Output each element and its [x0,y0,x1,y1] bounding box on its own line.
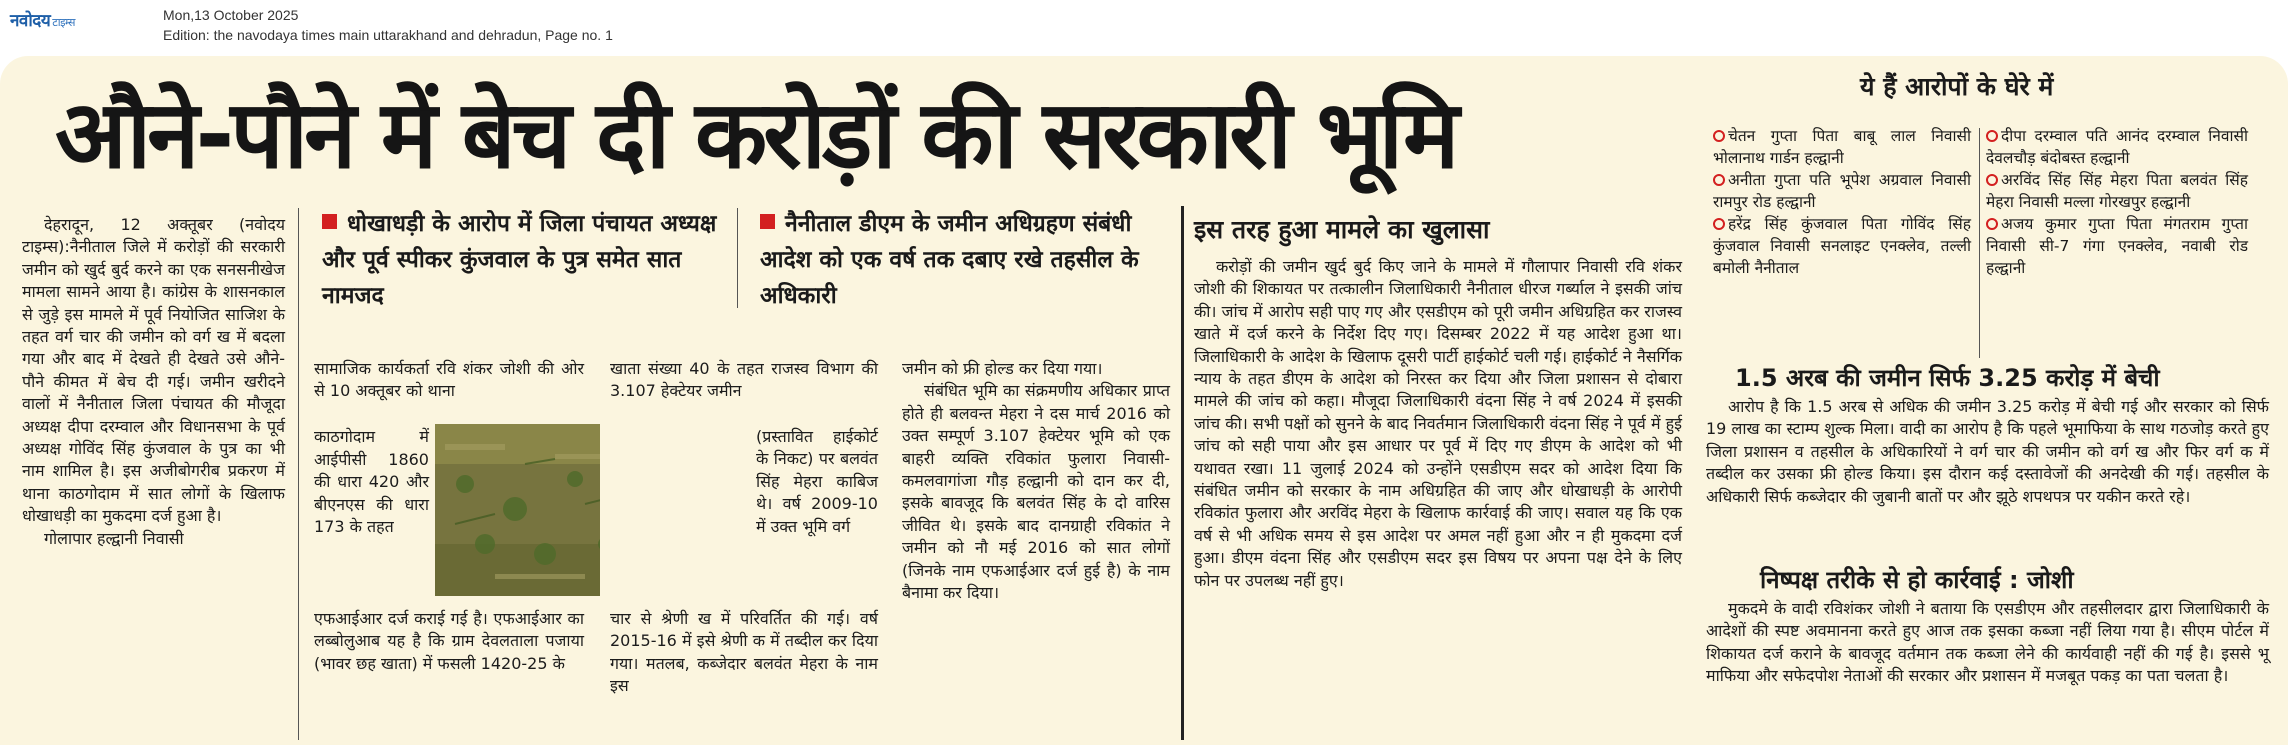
column-2-beside-photo-text: काठगोदाम में आईपीसी 1860 की धारा 420 और बीएनएस की धारा 173 के तहत [314,427,429,537]
logo-small-text: टाइम्स [52,16,75,29]
kicker-accused-text: धोखाधड़ी के आरोप में जिला पंचायत अध्यक्ष और पूर्व स्पीकर कुंजवाल के पुत्र समेत सात नामजद [322,211,717,309]
newspaper-logo [10,8,75,31]
accused-item-text: चेतन गुप्ता पिता बाबू लाल निवासी भोलानाथ गार्डन हल्द्वानी [1713,127,1971,167]
column-2-beside-photo [314,426,429,539]
accused-item [1986,125,2248,169]
column-2-bottom-text: एफआईआर दर्ज कराई गई है। एफआईआर का लब्बोलुआब यह है कि ग्राम देवलताला पजाया (भावर छह खाता) में फसली 1420-25 के [314,609,584,673]
ring-bullet-icon [1713,218,1725,230]
kicker-divider [737,208,738,308]
column-4-para2: संबंधित भूमि का संक्रमणीय अधिकार प्राप्त होते ही बलवन्त मेहरा ने दस मार्च 2016 को उक्त सम्पूर्ण 3.107 हेक्टेयर भूमि को एक बाहरी व्यक्ति रविकांत फुलारा निवासी-कमलवागांजा गौड़ हल्द्वानी को दान कर दी, इसके बावजूद कि बलवंत सिंह के दो वारिस जीवित थे। इसके बाद दानग्राही रविकांत ने जमीन को नौ मई 2016 को सात लोगों (जिनके नाम एफआईआर दर्ज हुई है) के नाम बैनामा कर दिया। [902,381,1170,603]
accused-list-left [1713,125,1971,279]
kicker-order-text: नैनीताल डीएम के जमीन अधिग्रहण संबंधी आदेश को एक वर्ष तक दबाए रखे तहसील के अधिकारी [760,211,1139,309]
column-3-top-text: खाता संख्या 40 के तहत राजस्व विभाग की 3.107 हेक्टेयर जमीन [610,359,878,401]
newspaper-page [0,56,2288,745]
ring-bullet-icon [1713,174,1725,186]
ring-bullet-icon [1986,174,1998,186]
main-headline: औने-पौने में बेच दी करोड़ों की सरकारी भूमि [55,81,1456,190]
sold-body [1706,396,2269,508]
joshi-body-text: मुकदमे के वादी रविशंकर जोशी ने बताया कि एसडीएम और तहसीलदार द्वारा जिलाधिकारी के आदेशों की स्पष्ट अवमानना करते हुए आज तक इसका कब्जा नहीं लिया गया है। सीएम पोर्टल में शिकायत दर्ज कराने के बावजूद वर्तमान तक कब्जा लेने की कार्यवाही नहीं की गई है। इससे भू माफिया और सफेदपोश नेताओं की सरकार और प्रशासन में मजबूत पकड़ का पता चलता है। [1706,599,2269,686]
column-divider [298,208,299,740]
accused-item-text: हरेंद्र सिंह कुंजवाल पिता गोविंद सिंह कुंजवाल निवासी सनलाइट एनक्लेव, तल्ली बमोली नैनीताल [1713,215,1971,277]
land-photo [435,424,600,596]
accused-item [1713,125,1971,169]
left-column-text: देहरादून, 12 अक्तूबर (नवोदय टाइम्स):नैनीताल जिले में करोड़ों की सरकारी जमीन को खुर्द बुर्द करने का एक सनसनीखेज मामला सामने आया है। कांग्रेस के शासनकाल से जुड़े इस मामले में पूर्व नियोजित साजिश के तहत वर्ग चार की जमीन को वर्ग ख में बदला गया और बाद में देखते ही देखते उसे औने-पौने कीमत में बेच दी गई। जमीन खरीदने वालों में नैनीताल जिला पंचायत की मौजूदा अध्यक्ष दीपा दरम्वाल और विधानसभा के पूर्व अध्यक्ष गोविंद सिंह कुंजवाल के पुत्र का भी नाम शामिल है। इस अजीबोगरीब प्रकरण में थाना काठगोदाम में सात लोगों के खिलाफ धोखाधड़ी का मुकदमा दर्ज हुआ है। [22,215,285,526]
accused-heading: ये हैं आरोपों के घेरे में [1860,72,2054,101]
left-column [22,214,285,550]
reveal-heading: इस तरह हुआ मामले का खुलासा [1194,215,1490,244]
accused-item-text: अनीता गुप्ता पति भूपेश अग्रवाल निवासी रामपुर रोड हल्द्वानी [1713,171,1971,211]
accused-item-text: दीपा दरम्वाल पति आनंद दरम्वाल निवासी देवलचौड़ बंदोबस्त हल्द्वानी [1986,127,2248,167]
joshi-heading: निष्पक्ष तरीके से हो कार्रवाई : जोशी [1760,566,2074,594]
masthead [0,0,2288,52]
column-3-top [610,358,878,403]
accused-list-right [1986,125,2248,279]
kicker-accused [322,206,722,314]
column-3-beside-photo [756,426,878,538]
accused-item-text: अजय कुमार गुप्ता पिता मंगतराम गुप्ता निवासी सी-7 गंगा एनक्लेव, नवाबी रोड हल्द्वानी [1986,215,2248,277]
accused-item [1986,169,2248,213]
accused-item [1713,213,1971,279]
column-4 [902,358,1170,604]
column-2-top [314,358,584,403]
reveal-body [1194,256,1682,592]
land-photo-image [435,424,600,596]
edition-info: Edition: the navodaya times main uttarakhand and dehradun, Page no. 1 [163,27,613,43]
bullet-icon [760,214,775,229]
sold-heading: 1.5 अरब की जमीन सिर्फ 3.25 करोड़ में बेची [1735,364,2160,392]
ring-bullet-icon [1986,130,1998,142]
ring-bullet-icon [1986,218,1998,230]
column-2-bottom [314,608,584,675]
logo-text: नवोदय [10,11,51,31]
column-2-top-text: सामाजिक कार्यकर्ता रवि शंकर जोशी की ओर से 10 अक्तूबर को थाना [314,359,584,401]
accused-item [1713,169,1971,213]
column-3-bottom [610,608,878,698]
section-divider [1181,206,1184,740]
kicker-order [760,206,1140,314]
edition-meta [163,5,613,45]
column-3-bottom-text: चार से श्रेणी ख में परिवर्तित की गई। वर्ष 2015-16 में इसे श्रेणी क में तब्दील कर दिया गया। मतलब, कब्जेदार बलवंत मेहरा के नाम इस [610,609,878,696]
reveal-body-text: करोड़ों की जमीन खुर्द बुर्द किए जाने के मामले में गौलापार निवासी रवि शंकर जोशी की शिकायत पर तत्कालीन जिलाधिकारी नैनीताल धीरज गर्ब्याल ने इसकी जांच की। जांच में आरोप सही पाए गए और एसडीएम को पूरी जमीन अधिग्रहित कर राजस्व खाते में दर्ज करने के निर्देश दिए गए। दिसम्बर 2022 में यह आदेश हुआ था। जिलाधिकारी के आदेश के खिलाफ दूसरी पार्टी हाईकोर्ट चली गई। हाईकोर्ट ने नैसर्गिक न्याय के तहत डीएम के आदेश को निरस्त कर दिया और जिला प्रशासन से दोबारा मामले की जांच को कहा। मौजूदा जिलाधिकारी वंदना सिंह ने वर्ष 2024 में इसकी जांच की। सभी पक्षों को सुनने के बाद निवर्तमान जिलाधिकारी वंदना सिंह ने पूर्व में हुई जांच को सही पाया और इस आधार पर पूर्व में दिए गए डीएम के आदेश को भी यथावत रखा। 11 जुलाई 2024 को उन्होंने एसडीएम सदर को आदेश दिया कि संबंधित जमीन को सरकार के नाम अधिग्रहित की जाए और धोखाधड़ी के आरोपी रविकांत फुलारा और अरविंद मेहरा के खिलाफ कार्रवाई की जाए। सवाल यह कि एक वर्ष से भी अधिक समय से इस आदेश पर अमल नहीं हुआ और न ही मुकदमा दर्ज हुआ। डीएम वंदना सिंह और एसडीएम सदर इस विषय पर अपना पक्ष देने के लिए फोन पर उपलब्ध नहीं हुए। [1194,257,1682,590]
edition-date: Mon,13 October 2025 [163,7,299,23]
accused-item [1986,213,2248,279]
accused-item-text: अरविंद सिंह सिंह मेहरा पिता बलवंत सिंह मेहरा निवासी मल्ला गोरखपुर हल्द्वानी [1986,171,2248,211]
accused-divider [1979,128,1980,358]
column-3-beside-photo-text: (प्रस्तावित हाईकोर्ट के निकट) पर बलवंत सिंह मेहरा काबिज थे। वर्ष 2009-10 में उक्त भूमि वर्ग [756,427,878,536]
left-column-tail: गोलापार हल्द्वानी निवासी [44,528,184,548]
bullet-icon [322,214,337,229]
ring-bullet-icon [1713,130,1725,142]
column-4-text: जमीन को फ्री होल्ड कर दिया गया। [902,359,1103,378]
joshi-body [1706,598,2269,688]
sold-body-text: आरोप है कि 1.5 अरब से अधिक की जमीन 3.25 करोड़ में बेची गई और सरकार को सिर्फ 19 लाख का स्टाम्प शुल्क मिला। वादी का आरोप है कि पहले भूमाफिया के साथ गठजोड़ करते हुए जिला प्रशासन व तहसील के अधिकारियों ने वर्ग चार की जमीन को वर्ग ख और फिर वर्ग क में तब्दील कर उसका फ्री होल्ड किया। इस दौरान कई दस्तावेजों की अनदेखी की गई। तहसील के अधिकारी सिर्फ कब्जेदार की जुबानी बातों पर और झूठे शपथपत्र पर यकीन करते रहे। [1706,397,2269,506]
